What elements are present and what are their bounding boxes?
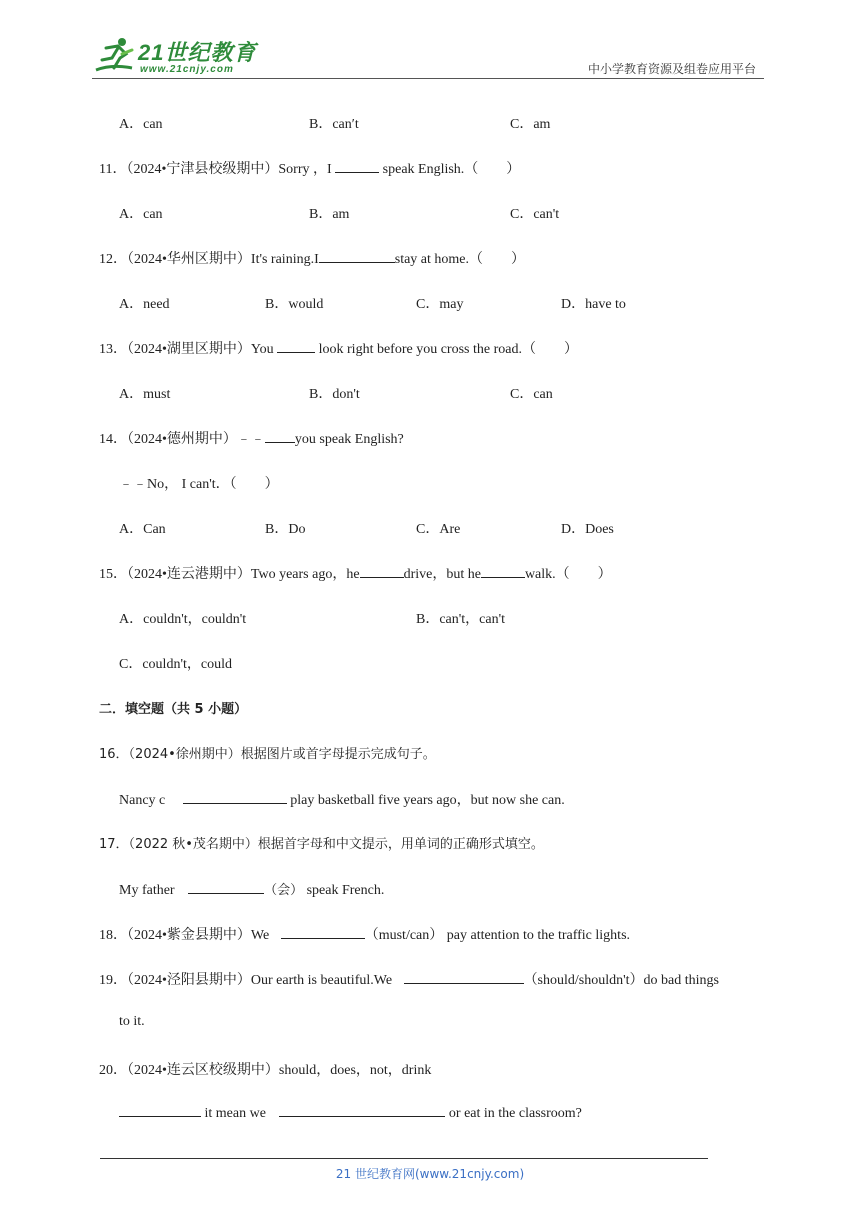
q12-option-b[interactable]: B．would	[265, 297, 324, 312]
q14-option-a[interactable]: A．Can	[119, 522, 166, 537]
q12-blank[interactable]	[319, 250, 395, 263]
q11-option-a[interactable]: A．can	[119, 207, 163, 222]
q15-stem	[99, 563, 612, 583]
q10-option-a[interactable]: A．can	[119, 117, 163, 132]
q19-stem	[99, 969, 719, 989]
q11-option-b[interactable]: B．am	[309, 207, 350, 222]
q14-option-c[interactable]: C．Are	[416, 522, 461, 537]
q11-stem	[99, 158, 520, 178]
q19-hint: （should/shouldn't）do bad things	[523, 973, 719, 988]
q14-suffix: you speak English?	[294, 432, 404, 447]
q12-option-c[interactable]: C．may	[416, 297, 464, 312]
q16-line	[119, 789, 565, 809]
q18-suffix: pay attention to the traffic lights.	[446, 928, 631, 943]
q13-prefix: 13．（2024•湖里区期中）You	[99, 342, 278, 357]
logo-text: 21世纪教育	[138, 40, 257, 65]
q15-suffix: walk.（ ）	[524, 567, 612, 582]
q15-prefix: 15．（2024•连云港期中）Two years ago，he	[99, 567, 360, 582]
footer-link[interactable]: 21 世纪教育网(www.21cnjy.com)	[335, 1167, 525, 1181]
q15-blank-1[interactable]	[360, 565, 404, 578]
q18-blank[interactable]	[281, 926, 365, 939]
footer-divider	[100, 1158, 708, 1159]
q20-stem: 20．（2024•连云区校级期中）should，does，not，drink	[99, 1063, 432, 1078]
runner-logo-icon	[92, 34, 140, 78]
header-platform-text: 中小学教育资源及组卷应用平台	[587, 62, 756, 76]
page-header	[92, 30, 764, 82]
q17-line-prefix: My father	[119, 883, 179, 898]
q11-prefix: 11．（2024•宁津县校级期中）Sorry ，I	[99, 162, 336, 177]
q17-stem: 17．（2022 秋•茂名期中）根据首字母和中文提示，用单词的正确形式填空。	[99, 837, 544, 852]
q11-blank[interactable]	[335, 160, 379, 173]
q15-option-a[interactable]: A．couldn't，couldn't	[119, 612, 247, 627]
q20-line	[119, 1104, 582, 1122]
q11-suffix: speak English.（ ）	[382, 162, 521, 177]
q12-stem	[99, 248, 525, 268]
q16-blank[interactable]	[183, 791, 287, 804]
q18-stem	[99, 924, 630, 944]
q14-option-d[interactable]: D．Does	[561, 522, 614, 537]
q19-blank[interactable]	[404, 971, 524, 984]
q14-blank[interactable]	[265, 430, 295, 443]
q13-stem	[99, 338, 578, 358]
q10-option-c[interactable]: C．am	[510, 117, 551, 132]
q12-option-a[interactable]: A．need	[119, 297, 170, 312]
q18-hint: （must/can）	[364, 928, 444, 943]
q20-blank-1[interactable]	[119, 1104, 201, 1117]
q15-option-b[interactable]: B．can't，can't	[416, 612, 506, 627]
q15-option-c[interactable]: C．couldn't，could	[119, 657, 232, 672]
q13-suffix: look right before you cross the road.（ ）	[315, 342, 578, 357]
q20-blank-2[interactable]	[279, 1104, 445, 1117]
q19-prefix: 19．（2024•泾阳县期中）Our earth is beautiful.We	[99, 973, 396, 988]
q17-line	[119, 879, 384, 899]
q14-reply: ﹣﹣No， I can't．（ ）	[119, 477, 279, 492]
section-title-fill-in: 二．填空题（共 5 小题）	[99, 702, 248, 717]
q16-line-prefix: Nancy c	[119, 793, 169, 808]
q12-suffix: stay at home.（ ）	[394, 252, 526, 267]
q19-line2: to it.	[119, 1014, 145, 1029]
q16-stem: 16．（2024•徐州期中）根据图片或首字母提示完成句子。	[99, 747, 436, 762]
q20-line-middle: it mean we	[201, 1106, 270, 1121]
q14-prefix: 14．（2024•德州期中）﹣﹣	[99, 432, 265, 447]
q11-option-c[interactable]: C．can't	[510, 207, 560, 222]
q15-blank-2[interactable]	[481, 565, 525, 578]
logo-url: www.21cnjy.com	[140, 64, 234, 75]
q15-middle: drive，but he	[403, 567, 481, 582]
q18-prefix: 18．（2024•紫金县期中）We	[99, 928, 273, 943]
q16-line-suffix: play basketball five years ago，but now she can.	[290, 793, 565, 808]
q12-prefix: 12．（2024•华州区期中）It's raining.I	[99, 252, 319, 267]
q17-blank[interactable]	[188, 881, 264, 894]
q17-hint: （会）	[264, 883, 304, 898]
q13-option-b[interactable]: B．don't	[309, 387, 360, 402]
header-divider	[92, 78, 764, 79]
q13-option-a[interactable]: A．must	[119, 387, 171, 402]
q20-line-suffix: or eat in the classroom?	[448, 1106, 582, 1121]
q14-stem	[99, 428, 404, 448]
q12-option-d[interactable]: D．have to	[561, 297, 626, 312]
q14-option-b[interactable]: B．Do	[265, 522, 306, 537]
q13-blank[interactable]	[277, 340, 315, 353]
q13-option-c[interactable]: C．can	[510, 387, 553, 402]
q10-option-b[interactable]: B．can′t	[309, 117, 359, 132]
logo	[92, 34, 262, 78]
q17-line-suffix: speak French.	[306, 883, 385, 898]
